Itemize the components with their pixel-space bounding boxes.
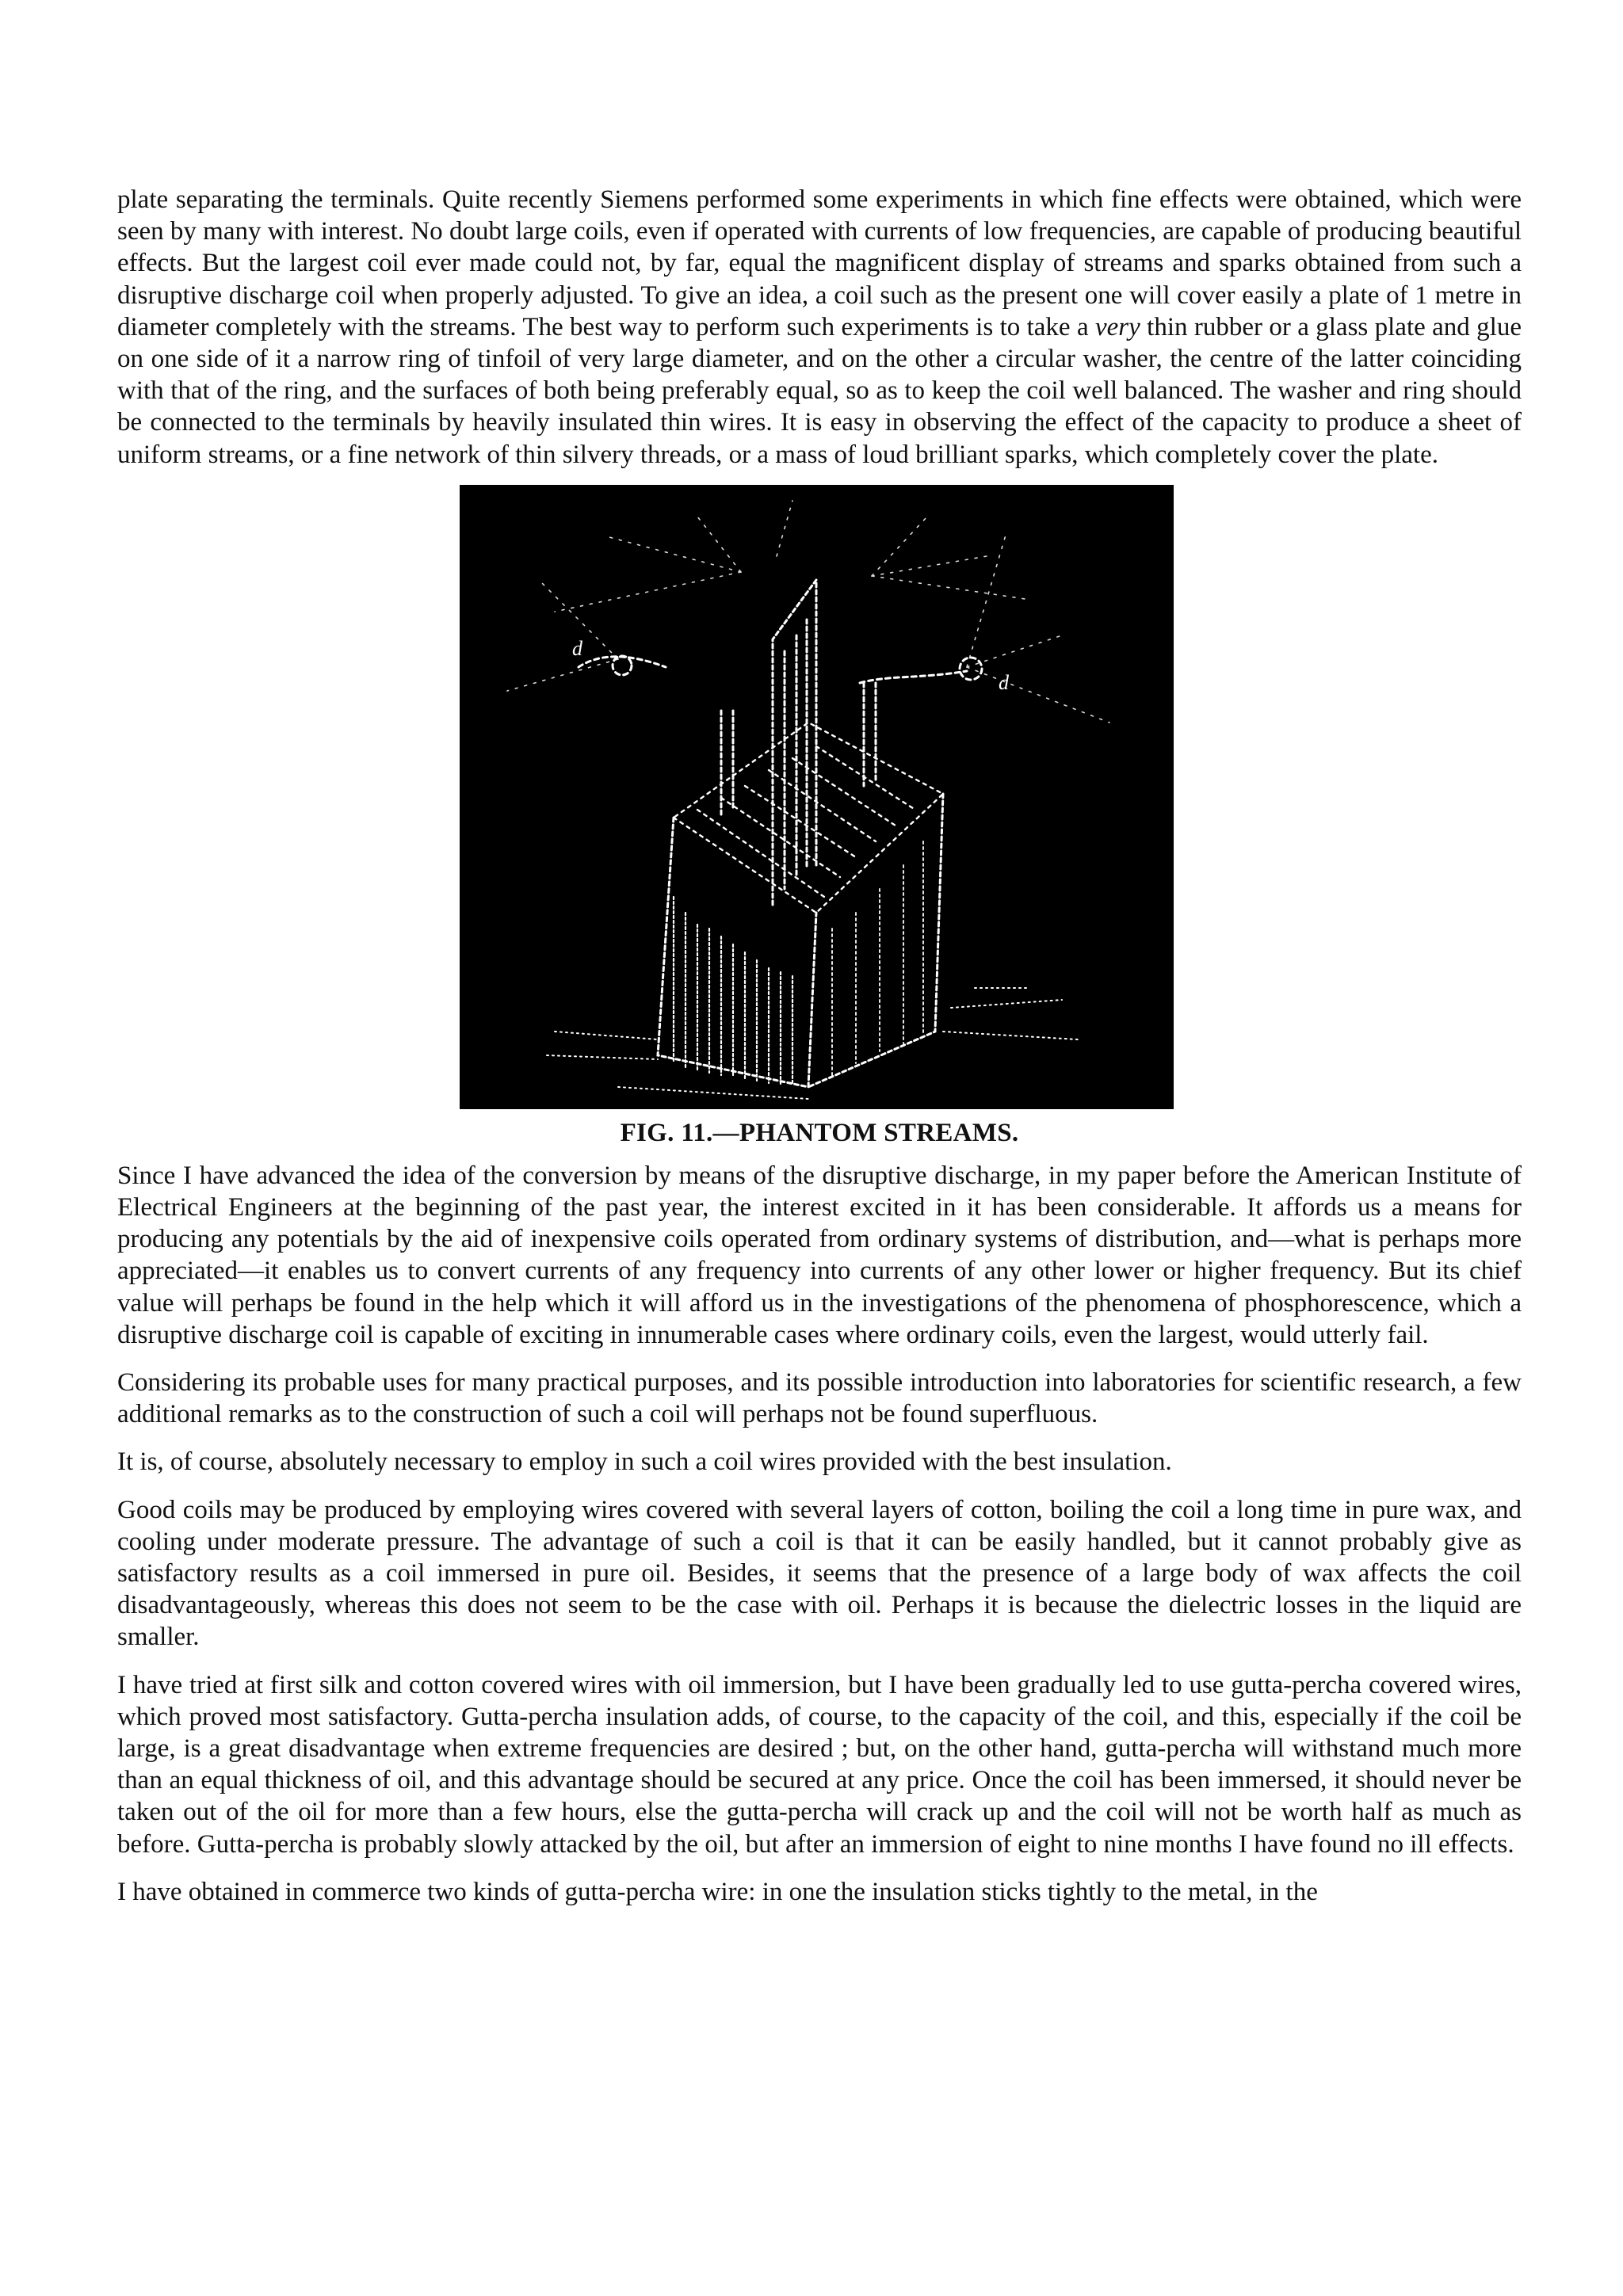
paragraph-segment: plate separating the terminals. Quite recently Siemens performed some experiments in which fine effects were obtained, which were seen by many with interest. No doubt large coils, even if operated with currents of low frequencies, are capable of producing beautiful effects. But the largest coil ever made could not, by far, equal the magnificent display of streams and sparks obtained from such a disruptive discharge coil when properly adjusted. To give an idea, a coil such as the present one will cover easily a plate of 1 metre in diameter completely with the streams. The best way to perform such experiments is to take a: [117, 185, 1522, 341]
figure-caption: FIG. 11.—PHANTOM STREAMS.: [620, 1118, 1019, 1147]
document-page: [117, 184, 1522, 1924]
paragraph-segment-italic: very: [1094, 312, 1140, 341]
paragraph-bottom-0: Since I have advanced the idea of the conversion by means of the disruptive discharge, in my paper before the American Institute of Electrical Engineers at the beginning of the past year, the interest excited in it has been considerable. It affords us a means for producing any potentials by the aid of inexpensive coils operated from ordinary systems of distribution, and—what is perhaps more appreciated—it enables us to convert currents of any frequency into currents of any other lower or higher frequency. But its chief value will perhaps be found in the help which it will afford us in the investigations of the phenomena of phosphorescence, which a disruptive discharge coil is capable of exciting in innumerable cases where ordinary coils, even the largest, would utterly fail.: [117, 1161, 1522, 1349]
figure-image: [460, 485, 1174, 1109]
paragraph-segment: thin rubber or a glass plate and glue on one side of it a narrow ring of tinfoil of very large diameter, and on the other a circular washer, the centre of the latter coinciding with that of the ring, and the surfaces of both being preferably equal, so as to keep the coil well balanced. The washer and ring should be connected to the terminals by heavily insulated thin wires. It is easy in observing the effect of the capacity to produce a sheet of uniform streams, or a fine network of thin silvery threads, or a mass of loud brilliant sparks, which completely cover the plate.: [117, 312, 1522, 469]
figure-11: [117, 485, 1522, 1149]
paragraph-top-0: [117, 184, 1522, 471]
paragraph-bottom-3: Good coils may be produced by employing wires covered with several layers of cotton, boiling the coil a long time in pure wax, and cooling under moderate pressure. The advantage of such a coil is that it can be easily handled, but it cannot probably give as satisfactory results as a coil immersed in pure oil. Besides, it seems that the presence of a large body of wax affects the coil disadvantageously, whereas this does not seem to be the case with oil. Perhaps it is because the dielectric losses in the liquid are smaller.: [117, 1495, 1522, 1652]
figure-label-right: d: [999, 670, 1009, 694]
paragraph-bottom-5: I have obtained in commerce two kinds of gutta-percha wire: in one the insulation sticks tightly to the metal, in the: [117, 1877, 1318, 1906]
figure-label-left: d: [572, 636, 582, 660]
paragraph-bottom-4: I have tried at first silk and cotton covered wires with oil immersion, but I have been gradually led to use gutta-percha covered wires, which proved most satisfactory. Gutta-percha insulation adds, of course, to the capacity of the coil, and this, especially if the coil be large, is a great disadvantage when extreme frequencies are desired ; but, on the other hand, gutta-percha will withstand much more than an equal thickness of oil, and this advantage should be secured at any price. Once the coil has been immersed, it should never be taken out of the oil for more than a few hours, else the gutta-percha will crack up and the coil will not be worth half as much as before. Gutta-percha is probably slowly attacked by the oil, but after an immersion of eight to nine months I have found no ill effects.: [117, 1670, 1522, 1859]
paragraph-bottom-2: It is, of course, absolutely necessary to employ in such a coil wires provided with the best insulation.: [117, 1447, 1172, 1477]
paragraph-bottom-1: Considering its probable uses for many practical purposes, and its possible introduction into laboratories for scientific research, a few additional remarks as to the construction of such a coil will perhaps not be found superfluous.: [117, 1368, 1522, 1429]
phantom-streams-illustration: [460, 485, 1174, 1109]
